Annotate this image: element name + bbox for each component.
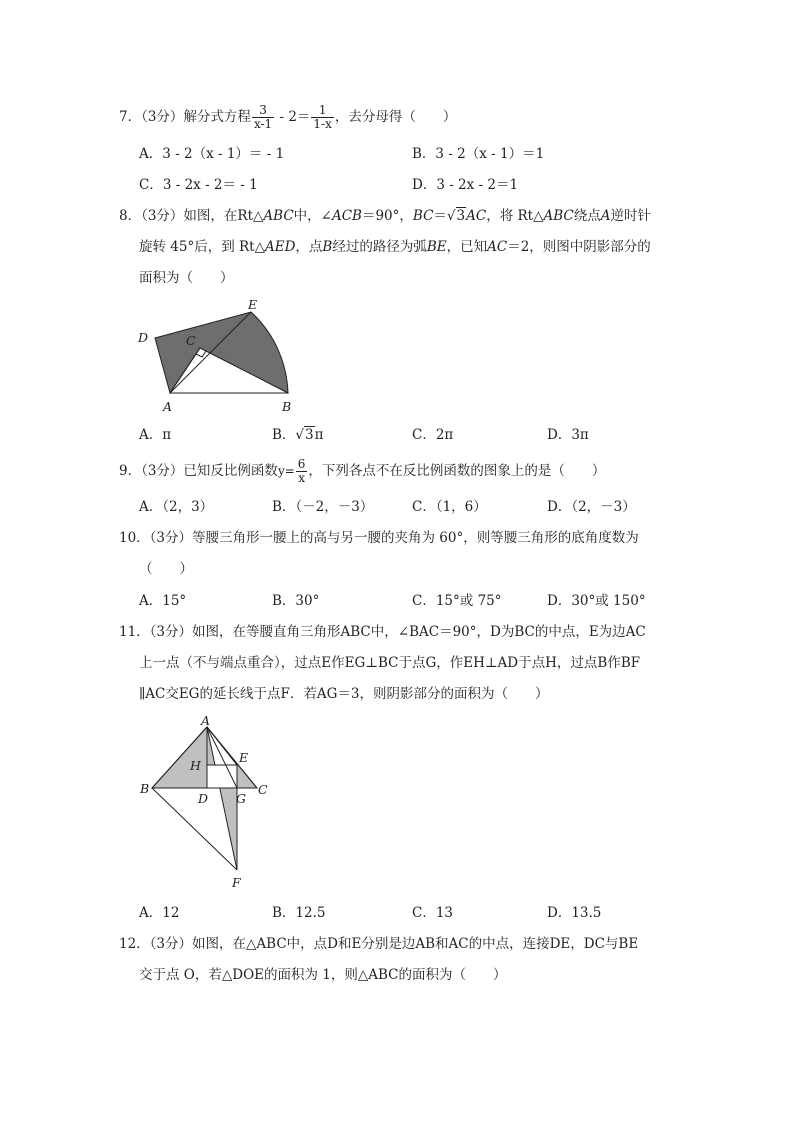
q9-option-c: C．（1，6）: [412, 499, 487, 515]
q9-stem: 9．（3分）已知反比例函数y= $\frac{6}{x}$ ，下列各点不在反比例函数的图象上的是（ ）: [119, 457, 606, 485]
q9-option-d: D．（2，－3）: [547, 499, 636, 515]
q11-option-c: C．13: [412, 905, 454, 921]
q8-label-e: E: [248, 297, 258, 312]
q11-stem-line-3: ∥AC交EG的延长线于点F．若AG＝3，则阴影部分的面积为（ ）: [139, 686, 549, 702]
q7-option-a: A．3 - 2（x - 1）＝ - 1: [139, 146, 285, 162]
q12-stem-line-2: 交于点 O，若△DOE的面积为 1，则△ABC的面积为（ ）: [139, 967, 507, 983]
q11-label-c: C: [258, 782, 268, 797]
q7-fraction-2: $\frac{1}{1-x}$: [313, 103, 332, 131]
q11-label-d: D: [198, 791, 209, 806]
q11-stem-line-2: 上一点（不与端点重合），过点E作EG⊥BC于点G，作EH⊥AD于点H，过点B作BF: [139, 655, 641, 671]
q11-stem-line-1: 11．（3分）如图，在等腰直角三角形ABC中，∠BAC＝90°，D为BC的中点，E为边AC: [119, 624, 646, 640]
q9-option-b: B．（－2，－3）: [272, 499, 374, 515]
q11-label-e: E: [239, 750, 249, 765]
q11-label-a: A: [201, 715, 211, 728]
q8-stem-line-2: 旋转 45°后，到 Rt△AED，点B经过的路径为弧BE，已知AC＝2，则图中阴影部分的: [139, 239, 651, 255]
q10-stem-line-1: 10．（3分）等腰三角形一腰上的高与另一腰的夹角为 60°，则等腰三角形的底角度数为: [119, 530, 639, 546]
q8-label-b: B: [282, 399, 292, 414]
q8-label-d: D: [138, 330, 149, 345]
q8-option-d: D．3π: [547, 427, 589, 443]
q8-option-a: A．π: [139, 427, 172, 443]
q11-label-f: F: [232, 875, 241, 890]
q7-stem: 7．（3分）解分式方程 $\frac{3}{x-1}$ - 2＝ $\frac{1}{1-x}$ ，去分母得（ ）: [119, 103, 457, 131]
q10-stem-line-2: （ ）: [139, 561, 193, 577]
q8-option-c: C．2π: [412, 427, 454, 443]
sqrt-symbol: √3: [446, 208, 466, 224]
q9-fraction: $\frac{6}{x}$: [297, 457, 306, 485]
q10-option-a: A．15°: [139, 593, 187, 609]
q11-option-a: A．12: [139, 905, 180, 921]
q7-fraction-1: $\frac{3}{x-1}$: [253, 103, 273, 131]
q11-label-h: H: [190, 758, 201, 773]
q8-figure: [130, 295, 305, 415]
q11-figure: [135, 715, 275, 895]
q10-option-d: D．30°或 150°: [547, 593, 646, 609]
q7-option-c: C．3 - 2x - 2＝ - 1: [139, 177, 258, 193]
q11-square-hdge: [207, 765, 237, 788]
q7-option-b: B．3 - 2（x - 1）＝1: [412, 146, 545, 162]
q10-option-b: B．30°: [272, 593, 320, 609]
q8-label-c: C: [186, 333, 196, 348]
q11-label-b: B: [140, 781, 150, 796]
q8-label-a: A: [163, 399, 173, 414]
q12-stem-line-1: 12．（3分）如图，在△ABC中，点D和E分别是边AB和AC的中点，连接DE，DC与BE: [119, 936, 639, 952]
q8-stem-line-1: 8．（3分）如图，在Rt△ABC中，∠ACB＝90°，BC＝√3AC，将 Rt△ABC绕点A逆时针: [119, 208, 651, 224]
q11-label-g: G: [236, 791, 246, 806]
q9-option-a: A．（2，3）: [139, 499, 214, 515]
q8-stem-line-3: 面积为（ ）: [139, 270, 234, 286]
q7-option-d: D．3 - 2x - 2＝1: [412, 177, 519, 193]
q11-option-b: B．12.5: [272, 905, 326, 921]
q11-option-d: D．13.5: [547, 905, 602, 921]
q10-option-c: C．15°或 75°: [412, 593, 502, 609]
q8-option-b: B．√3π: [272, 427, 324, 443]
